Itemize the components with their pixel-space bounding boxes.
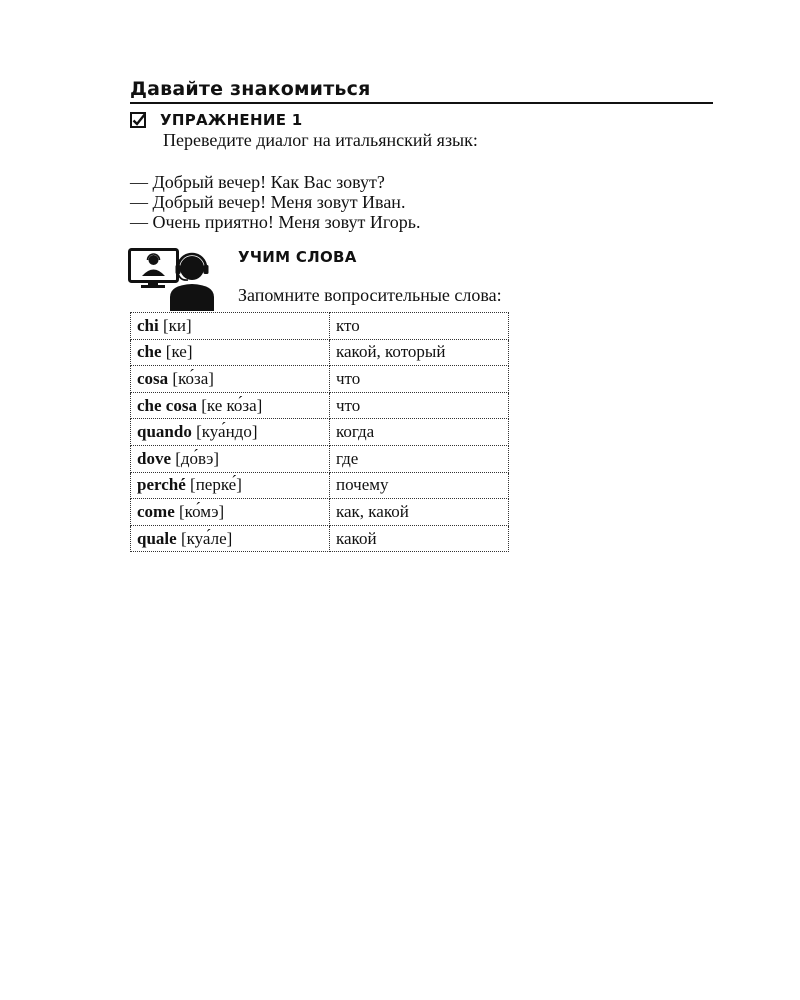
table-row	[131, 313, 509, 340]
pronunciation: [ко́за]	[172, 368, 214, 388]
translation-cell: почему	[330, 472, 509, 499]
pronunciation: [куа́ле]	[180, 528, 233, 548]
exercise-header	[130, 110, 303, 130]
dialog-list	[130, 172, 421, 232]
table-row	[131, 392, 509, 419]
pronunciation: [куа́ндо]	[196, 422, 258, 442]
translation-cell: что	[330, 366, 509, 393]
table-row	[131, 419, 509, 446]
table-row	[131, 339, 509, 366]
chapter-title: Давайте знакомиться	[130, 78, 713, 104]
pronunciation: [ко́мэ]	[179, 501, 225, 521]
italian-word: dove	[137, 448, 171, 468]
translation-cell: как, какой	[330, 499, 509, 526]
exercise-instruction: Переведите диалог на итальянский язык:	[163, 130, 478, 150]
translation-cell: что	[330, 392, 509, 419]
italian-word: quale	[137, 528, 177, 548]
exercise-label: УПРАЖНЕНИЕ 1	[160, 111, 303, 129]
translation-cell: какой	[330, 525, 509, 552]
dialog-line: — Добрый вечер! Меня зовут Иван.	[130, 192, 406, 212]
table-row	[131, 499, 509, 526]
word-cell	[131, 339, 330, 366]
word-cell	[131, 499, 330, 526]
checkbox-checked-icon	[130, 112, 146, 128]
pronunciation: [перке́]	[190, 475, 242, 495]
italian-word: quando	[137, 422, 192, 442]
vocabulary-instruction: Запомните вопросительные слова:	[238, 285, 502, 305]
italian-word: che	[137, 342, 162, 362]
table-row	[131, 525, 509, 552]
italian-word: perché	[137, 475, 186, 495]
word-cell	[131, 313, 330, 340]
italian-word: come	[137, 501, 175, 521]
vocabulary-table	[130, 312, 509, 552]
pronunciation: [ке ко́за]	[201, 395, 263, 415]
word-cell	[131, 525, 330, 552]
translation-cell: кто	[330, 313, 509, 340]
table-row	[131, 445, 509, 472]
pronunciation: [ки]	[162, 315, 192, 335]
vocabulary-heading: УЧИМ СЛОВА	[238, 248, 357, 266]
table-row	[131, 472, 509, 499]
translation-cell: где	[330, 445, 509, 472]
italian-word: cosa	[137, 368, 169, 388]
word-cell	[131, 445, 330, 472]
table-row	[131, 366, 509, 393]
italian-word: chi	[137, 315, 159, 335]
word-cell	[131, 419, 330, 446]
word-cell	[131, 472, 330, 499]
translation-cell: когда	[330, 419, 509, 446]
word-cell	[131, 392, 330, 419]
word-cell	[131, 366, 330, 393]
pronunciation: [до́вэ]	[175, 448, 220, 468]
translation-cell: какой, который	[330, 339, 509, 366]
dialog-line: — Очень приятно! Меня зовут Игорь.	[130, 212, 421, 232]
pronunciation: [ке]	[165, 342, 193, 362]
dialog-line: — Добрый вечер! Как Вас зовут?	[130, 172, 385, 192]
italian-word: che cosa	[137, 395, 197, 415]
student-headset-monitor-icon	[128, 245, 214, 311]
